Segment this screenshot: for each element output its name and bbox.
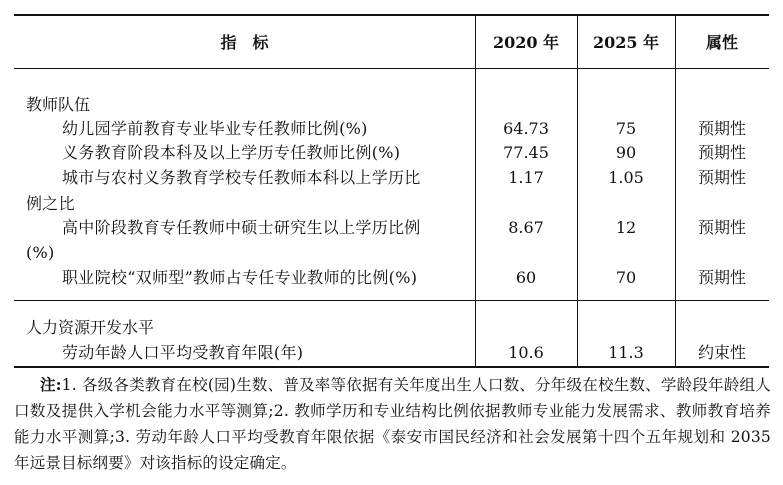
table-footnote [14, 372, 771, 476]
indicator-label-continued: 例之比 [26, 194, 75, 213]
attribute-value: 预期性 [697, 168, 746, 187]
value-2020: 10.6 [508, 343, 544, 362]
indicator-table [14, 14, 769, 368]
attribute-value: 预期性 [697, 218, 746, 237]
attribute-value: 预期性 [697, 268, 746, 287]
header-divider [14, 68, 769, 69]
value-2025: 90 [615, 143, 637, 162]
indicator-label: 劳动年龄人口平均受教育年限(年) [62, 343, 304, 362]
value-2025: 1.05 [608, 168, 644, 187]
note-text: 1. 各级各类教育在校(园)生数、普及率等依据有关年度出生人口数、分年级在校生数、学龄段年龄组人口数及提供入学机会能力水平等测算;2. 教师学历和专业结构比例依据教师专业能力发展需求、教师教育培养能力水平测算;3. 劳动年龄人口平均受教育年限依据《泰安市国民经济和社会发展第十四个五年规划和 2035 年远景目标纲要》对该指标的设定确定。 [14, 376, 771, 472]
value-2025: 12 [615, 218, 637, 237]
attribute-value: 约束性 [697, 343, 746, 362]
attribute-value: 预期性 [697, 143, 746, 162]
indicator-label: 城市与农村义务教育学校专任教师本科以上学历比 [62, 168, 421, 187]
note-label: 注: [40, 375, 62, 394]
indicator-label: 义务教育阶段本科及以上学历专任教师比例(%) [62, 143, 401, 162]
header-indicator: 指 标 [220, 33, 269, 52]
value-2025: 11.3 [608, 343, 644, 362]
indicator-label: 幼儿园学前教育专业毕业专任教师比例(%) [62, 119, 368, 138]
section-title: 人力资源开发水平 [26, 318, 155, 337]
value-2025: 70 [615, 268, 637, 287]
indicator-label: 高中阶段教育专任教师中硕士研究生以上学历比例 [62, 218, 421, 237]
value-2020: 8.67 [508, 218, 544, 237]
attribute-value: 预期性 [697, 119, 746, 138]
value-2020: 77.45 [503, 143, 549, 162]
header-2020: 2020 年 [492, 33, 560, 52]
indicator-label-continued: (%) [26, 243, 55, 262]
section-divider [14, 300, 769, 301]
value-2020: 64.73 [503, 119, 549, 138]
indicator-label: 职业院校“双师型”教师占专任专业教师的比例(%) [62, 268, 418, 287]
value-2025: 75 [615, 119, 637, 138]
value-2020: 60 [515, 268, 537, 287]
section-title: 教师队伍 [26, 95, 91, 114]
header-2025: 2025 年 [592, 33, 660, 52]
value-2020: 1.17 [508, 168, 544, 187]
header-attribute: 属性 [705, 33, 738, 52]
